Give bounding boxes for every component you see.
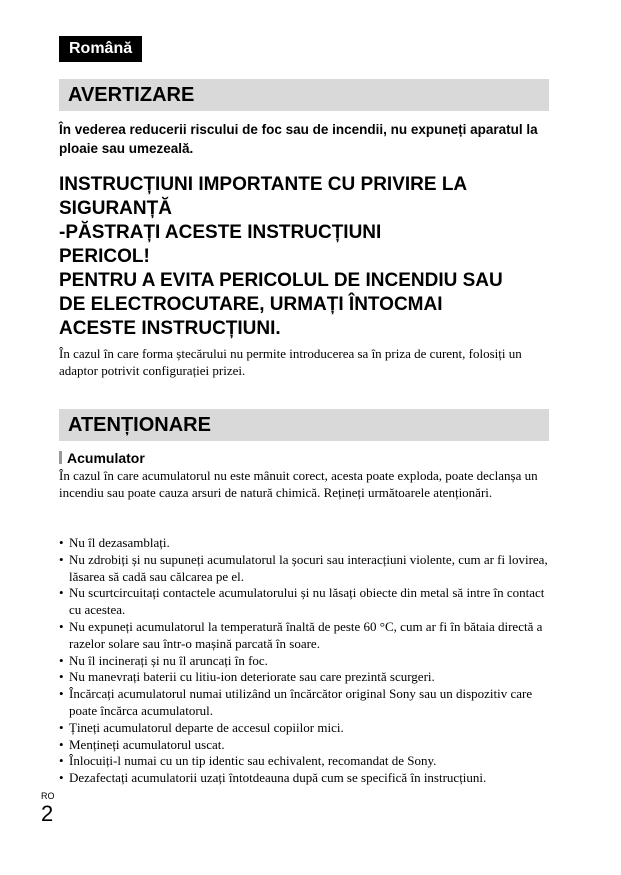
heading-marker-bar [59, 451, 62, 464]
language-tab: Română [59, 36, 142, 62]
list-item: • Țineți acumulatorul departe de accesul copiilor mici. [59, 720, 553, 737]
safety-line: INSTRUCȚIUNI IMPORTANTE CU PRIVIRE LA [59, 174, 468, 195]
battery-warnings-list [59, 535, 553, 787]
safety-line: ACESTE INSTRUCȚIUNI. [59, 318, 281, 339]
list-item: • Nu manevrați baterii cu litiu-ion deteriorate sau care prezintă scurgeri. [59, 669, 553, 686]
caution-section-header: ATENȚIONARE [59, 409, 549, 441]
warning-section-header: AVERTIZARE [59, 79, 549, 111]
safety-line: PENTRU A EVITA PERICOLUL DE INCENDIU SAU [59, 270, 503, 291]
warning-text: În vederea reducerii riscului de foc sau de incendii, nu expuneți aparatul la ploaie sau umezeală. [59, 122, 538, 156]
safety-line: -PĂSTRAȚI ACESTE INSTRUCȚIUNI [59, 222, 382, 243]
battery-intro: În cazul în care acumulatorul nu este mânuit corect, acesta poate exploda, poate declanșa un incendiu sau poate cauza arsuri de natură chimică. Rețineți următoarele atenționări. [59, 468, 538, 500]
list-item: • Nu expuneți acumulatorul la temperatură înaltă de peste 60 °C, cum ar fi în bătaia directă a razelor solare sau într-o mașină parcată în soare. [59, 619, 553, 653]
battery-heading-text: Acumulator [67, 450, 145, 466]
safety-line: DE ELECTROCUTARE, URMAȚI ÎNTOCMAI [59, 294, 443, 315]
list-item: • Nu îl incinerați și nu îl aruncați în foc. [59, 653, 553, 670]
list-item: • Înlocuiți-l numai cu un tip identic sau echivalent, recomandat de Sony. [59, 753, 553, 770]
list-item: • Încărcați acumulatorul numai utilizând un încărcător original Sony sau un dispozitiv care poate încărca acumulatorul. [59, 686, 553, 720]
list-item: • Nu îl dezasamblați. [59, 535, 553, 552]
plug-adapter-note: În cazul în care forma ștecărului nu permite introducerea sa în priza de curent, folosiți un adaptor potrivit configurației prizei. [59, 346, 522, 378]
battery-subheading [59, 449, 145, 467]
safety-instructions [59, 173, 549, 341]
language-code-label: RO [41, 791, 55, 801]
list-item: • Mențineți acumulatorul uscat. [59, 737, 553, 754]
safety-line: SIGURANȚĂ [59, 198, 172, 219]
list-item: • Nu scurtcircuitați contactele acumulatorului și nu lăsați obiecte din metal să intre în contact cu acestea. [59, 585, 553, 619]
list-item: • Nu zdrobiți și nu supuneți acumulatorul la șocuri sau interacțiuni violente, cum ar fi lovirea, lăsarea să cadă sau călcarea pe el. [59, 552, 553, 586]
list-item: • Dezafectați acumulatorii uzați întotdeauna după cum se specifică în instrucțiuni. [59, 770, 553, 787]
page-number: 2 [41, 801, 54, 826]
safety-line: PERICOL! [59, 246, 150, 267]
